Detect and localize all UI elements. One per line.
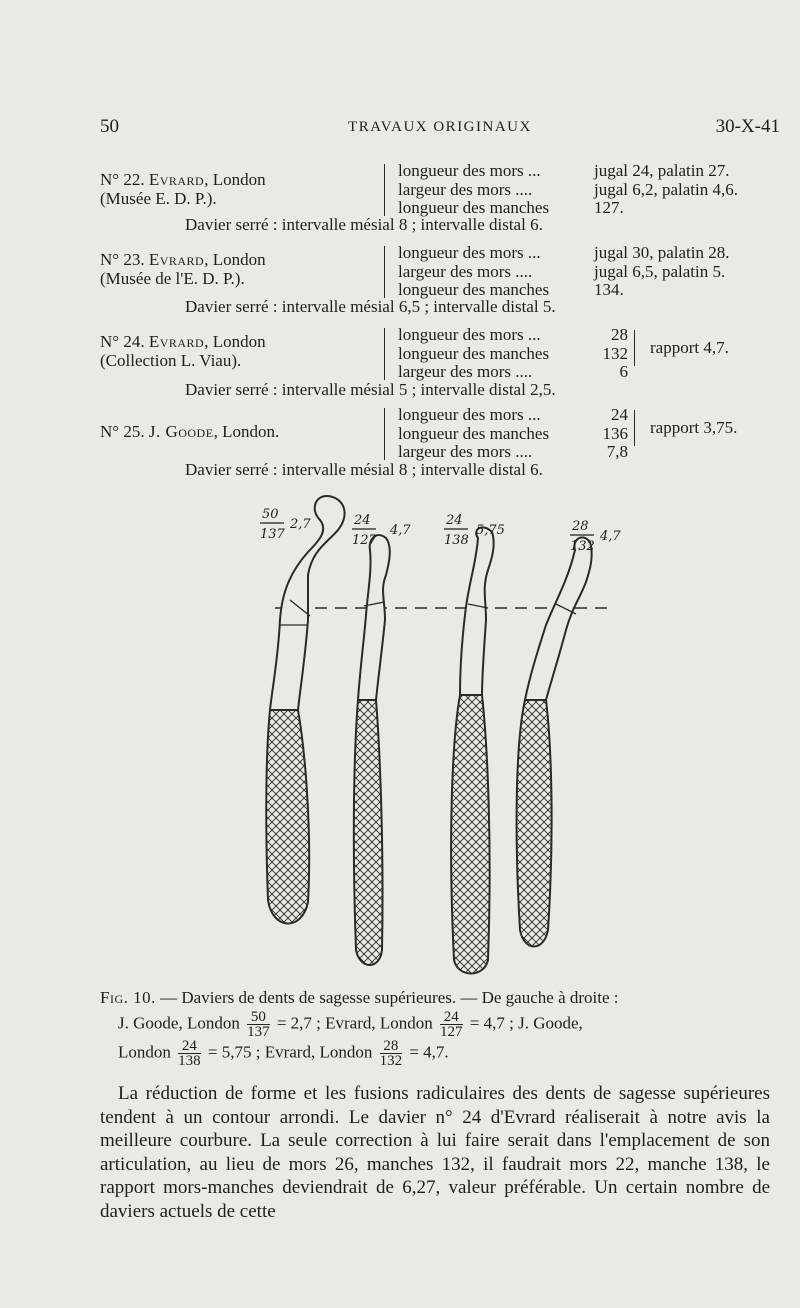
measure-value: 127. (594, 198, 624, 217)
caption-text: J. Goode, London (118, 1013, 240, 1033)
measure-line: largeur des mors .... (398, 261, 533, 281)
brace-bar (384, 246, 385, 298)
running-title: TRAVAUX ORIGINAUX (348, 119, 532, 135)
entry-number: N° 22. (100, 170, 145, 189)
entry-source: (Musée de l'E. D. P.). (100, 269, 245, 288)
fraction-num: 50 (247, 1010, 270, 1025)
fraction (380, 1039, 403, 1068)
measure-value: jugal 30, palatin 28. (594, 243, 730, 262)
ratio-text: rapport 3,75. (650, 418, 738, 437)
measure-value: 134. (594, 280, 624, 299)
measure-value: 28 (611, 325, 628, 344)
measure-line: longueur des manches (398, 198, 550, 217)
entry-place: , London (204, 250, 266, 269)
figure-caption (100, 985, 790, 1068)
ratio-text: rapport 4,7. (650, 338, 729, 357)
measure-line: longueur des manches (398, 423, 550, 443)
label-2-den: 127 (352, 533, 377, 548)
entry-number: N° 24. (100, 332, 145, 351)
entry-maker: Evrard (148, 332, 205, 351)
label-1-num: 50 (262, 507, 279, 522)
fraction (178, 1039, 201, 1068)
caption-text: = 4,7 ; J. Goode, (469, 1013, 583, 1033)
caption-text: = 5,75 ; Evrard, London (207, 1042, 373, 1062)
page-number: 50 (100, 116, 119, 137)
label-2-num: 24 (354, 513, 371, 528)
figure-number: Fig. 10. (100, 988, 156, 1007)
forceps-goode-2 (451, 527, 494, 973)
label-4-den: 132 (570, 539, 595, 554)
forceps-goode-1 (266, 496, 344, 924)
page-header (100, 116, 780, 138)
measure-line: largeur des mors .... (398, 179, 533, 199)
measure-values (594, 244, 730, 300)
fraction-den: 138 (178, 1053, 201, 1069)
ratio-bar (634, 410, 635, 446)
measure-values (594, 162, 738, 218)
measure-line: longueur des mors ... (398, 243, 541, 262)
measure-values (586, 326, 628, 382)
entry-maker: Evrard (148, 250, 205, 269)
measure-value: 6 (619, 362, 628, 381)
label-4-num: 28 (572, 519, 589, 534)
fraction-den: 132 (379, 1053, 403, 1069)
caption-text: = 2,7 ; Evrard, London (276, 1013, 433, 1033)
brace-bar (384, 164, 385, 216)
caption-text: — Daviers de dents de sagesse supérieures. — De gauche à droite : (155, 988, 619, 1007)
brace-bar (384, 328, 385, 380)
entry-maker: Evrard (148, 170, 205, 189)
measure-line: largeur des mors .... (398, 442, 533, 461)
fraction (247, 1010, 270, 1039)
measure-line: longueur des mors ... (398, 161, 541, 180)
measure-line: largeur des mors .... (398, 362, 533, 381)
entry-summary: Davier serré : intervalle mésial 6,5 ; intervalle distal 5. (185, 297, 556, 316)
fraction-num: 24 (440, 1010, 463, 1025)
entry-source: (Musée E. D. P.). (100, 189, 217, 208)
entry-number: N° 25. (100, 422, 145, 441)
measure-labels (398, 326, 549, 382)
measure-line: longueur des mors ... (398, 325, 541, 344)
label-3-den: 138 (444, 533, 469, 548)
measure-line: longueur des manches (398, 280, 550, 299)
fraction-den: 127 (440, 1024, 463, 1040)
measure-labels (398, 406, 549, 462)
measure-labels (398, 244, 549, 300)
entry-place: , London. (213, 422, 280, 441)
forceps-evrard-24 (354, 535, 390, 965)
measure-labels (398, 162, 549, 218)
fraction (440, 1010, 463, 1039)
entry-summary: Davier serré : intervalle mésial 8 ; intervalle distal 6. (185, 215, 543, 234)
entry-number: N° 23. (100, 250, 145, 269)
issue-date: 30-X-41 (715, 116, 780, 137)
brace-bar (384, 408, 385, 460)
measure-line: longueur des manches (398, 343, 550, 363)
measure-value: 7,8 (606, 442, 628, 461)
forceps-evrard-28 (517, 537, 592, 946)
label-1-val: 2,7 (290, 517, 311, 532)
label-3-num: 24 (446, 513, 463, 528)
fraction-den: 137 (247, 1024, 270, 1040)
label-1-den: 137 (260, 527, 285, 542)
entry-label (100, 332, 266, 370)
label-2-val: 4,7 (390, 523, 411, 538)
entry-label (100, 422, 279, 441)
body-paragraph: La réduction de forme et les fusions radiculaires des dents de sagesse supérieures tendent à un contour arrondi. Le davier n° 24 d'Evrard réaliserait à notre avis la meilleure courbure. La seule correction à lui faire serait dans l'emplacement de son articulation, au lieu de mors 26, manches 132, il faudrait mors 22, manche 138, le rapport mors-manches deviendrait de 6,27, valeur préférable. Un certain nombre de daviers actuels de cette (100, 1083, 770, 1222)
entry-place: , London (204, 170, 266, 189)
measure-value: 132 (602, 343, 628, 363)
ratio-bar (634, 330, 635, 366)
caption-text: = 4,7. (409, 1042, 449, 1062)
entry-label (100, 170, 266, 208)
measure-line: longueur des mors ... (398, 405, 541, 424)
caption-text: London (118, 1042, 171, 1062)
label-3-val: 5,75 (476, 523, 505, 538)
fraction-num: 28 (380, 1039, 403, 1054)
measure-value: 136 (602, 423, 628, 443)
measure-values (586, 406, 628, 462)
entry-summary: Davier serré : intervalle mésial 8 ; intervalle distal 6. (185, 460, 543, 479)
forceps-figure (220, 490, 640, 975)
entry-maker: J. Goode (148, 422, 214, 441)
label-4-val: 4,7 (600, 529, 621, 544)
measure-value: jugal 6,5, palatin 5. (594, 261, 726, 281)
entry-source: (Collection L. Viau). (100, 351, 242, 370)
entry-summary: Davier serré : intervalle mésial 5 ; intervalle distal 2,5. (185, 380, 556, 399)
entry-label (100, 250, 266, 288)
entry-place: , London (204, 332, 266, 351)
fraction-num: 24 (178, 1039, 201, 1054)
measure-value: jugal 6,2, palatin 4,6. (594, 179, 739, 199)
measure-value: jugal 24, palatin 27. (594, 161, 730, 180)
measure-value: 24 (611, 405, 628, 424)
